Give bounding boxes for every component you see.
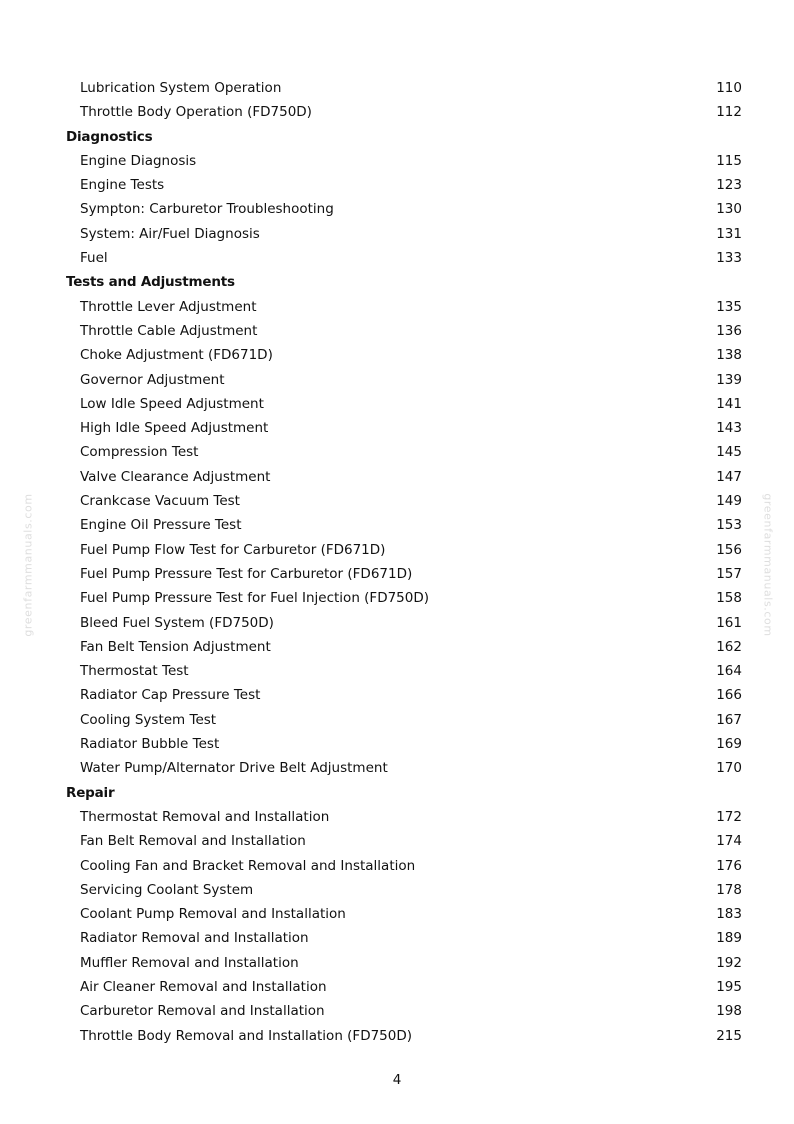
toc-entry-title: Fan Belt Tension Adjustment [80,638,271,655]
toc-page-number: 141 [716,395,742,412]
toc-entry-title: Fuel Pump Pressure Test for Fuel Injection (FD750D) [80,590,430,607]
toc-entry[interactable] [0,999,794,1023]
toc-page-number: 176 [716,857,742,874]
toc-page-number: 135 [716,298,742,315]
toc-page-number: 136 [716,322,742,339]
toc-section-heading [0,781,794,805]
toc-entry[interactable] [0,635,794,659]
toc-page-number: 130 [716,201,742,218]
toc-page-number: 112 [716,104,742,121]
toc-entry-title: Governor Adjustment [80,371,225,388]
toc-entry[interactable] [0,100,794,124]
toc-page-number: 215 [716,1027,742,1044]
toc-page-number: 161 [716,614,742,631]
toc-page-number: 174 [716,833,742,850]
toc-page-number: 133 [716,250,742,267]
toc-page-number: 170 [716,760,742,777]
toc-page-number: 143 [716,420,742,437]
toc-page-number: 158 [716,590,742,607]
toc-page-number: 164 [716,663,742,680]
toc-entry-title: Radiator Bubble Test [80,736,220,753]
toc-entry-title: Thermostat Removal and Installation [80,808,330,825]
toc-entry[interactable] [0,392,794,416]
toc-entry-title: Sympton: Carburetor Troubleshooting [80,201,334,218]
watermark-right-text: greenfarmmanuals.com [761,493,775,637]
toc-entry-title: Throttle Body Removal and Installation (FD750D) [80,1027,413,1044]
toc-page-number: 139 [716,371,742,388]
toc-section-title: Tests and Adjustments [66,274,235,291]
toc-entry[interactable] [0,489,794,513]
toc-entry[interactable] [0,732,794,756]
toc-page-number: 167 [716,711,742,728]
toc-page-number: 147 [716,468,742,485]
toc-entry[interactable] [0,756,794,780]
toc-section-heading [0,125,794,149]
toc-entry[interactable] [0,926,794,950]
toc-page-number: 131 [716,225,742,242]
toc-page-number: 149 [716,493,742,510]
toc-page-number: 145 [716,444,742,461]
table-of-contents [0,76,794,1048]
toc-page-number: 192 [716,954,742,971]
toc-section-heading [0,270,794,294]
toc-entry[interactable] [0,611,794,635]
toc-entry-title: Throttle Lever Adjustment [80,298,257,315]
toc-entry[interactable] [0,76,794,100]
toc-entry[interactable] [0,829,794,853]
toc-page-number: 166 [716,687,742,704]
toc-entry[interactable] [0,368,794,392]
toc-entry[interactable] [0,416,794,440]
toc-entry-title: Thermostat Test [80,663,189,680]
toc-entry-title: Bleed Fuel System (FD750D) [80,614,274,631]
page-number: 4 [392,1072,402,1088]
toc-entry-title: Crankcase Vacuum Test [80,493,240,510]
toc-page-number: 172 [716,808,742,825]
toc-entry[interactable] [0,538,794,562]
toc-entry[interactable] [0,149,794,173]
toc-entry[interactable] [0,659,794,683]
toc-entry-title: Radiator Removal and Installation [80,930,309,947]
toc-entry[interactable] [0,586,794,610]
toc-page-number: 195 [716,978,742,995]
watermark-left-text: greenfarmmanuals.com [21,493,35,637]
toc-entry-title: Coolant Pump Removal and Installation [80,906,346,923]
toc-entry[interactable] [0,246,794,270]
toc-entry-title: Fuel Pump Pressure Test for Carburetor (FD671D) [80,565,413,582]
toc-entry-title: Cooling System Test [80,711,217,728]
toc-entry-title: Low Idle Speed Adjustment [80,395,264,412]
toc-page-number: 183 [716,906,742,923]
toc-entry[interactable] [0,805,794,829]
toc-page-number: 123 [716,177,742,194]
toc-entry-title: Radiator Cap Pressure Test [80,687,261,704]
toc-entry[interactable] [0,975,794,999]
toc-entry-title: High Idle Speed Adjustment [80,420,269,437]
toc-entry-title: Choke Adjustment (FD671D) [80,347,273,364]
toc-entry-title: Compression Test [80,444,199,461]
toc-entry[interactable] [0,465,794,489]
toc-entry[interactable] [0,513,794,537]
toc-entry[interactable] [0,440,794,464]
toc-entry[interactable] [0,562,794,586]
toc-section-title: Repair [66,784,115,801]
toc-entry-title: Throttle Body Operation (FD750D) [80,104,312,121]
toc-entry-title: Muffler Removal and Installation [80,954,299,971]
toc-entry-title: Cooling Fan and Bracket Removal and Installation [80,857,416,874]
toc-page-number: 178 [716,881,742,898]
toc-entry[interactable] [0,878,794,902]
toc-entry-title: Air Cleaner Removal and Installation [80,978,327,995]
toc-entry-title: Engine Diagnosis [80,152,197,169]
toc-entry[interactable] [0,197,794,221]
toc-entry[interactable] [0,319,794,343]
toc-entry-title: Fuel Pump Flow Test for Carburetor (FD671D) [80,541,386,558]
toc-entry[interactable] [0,222,794,246]
toc-page-number: 110 [716,80,742,96]
toc-entry-title: Water Pump/Alternator Drive Belt Adjustment [80,760,388,777]
toc-entry[interactable] [0,173,794,197]
toc-page-number: 115 [716,152,742,169]
toc-page-number: 198 [716,1003,742,1020]
toc-page-number: 156 [716,541,742,558]
toc-entry[interactable] [0,854,794,878]
toc-section-title: Diagnostics [66,128,153,145]
toc-entry[interactable] [0,708,794,732]
toc-page-number: 162 [716,638,742,655]
toc-entry[interactable] [0,951,794,975]
toc-entry-title: Engine Oil Pressure Test [80,517,242,534]
toc-entry-title: Throttle Cable Adjustment [80,322,258,339]
toc-entry[interactable] [0,343,794,367]
toc-entry[interactable] [0,295,794,319]
toc-page-number: 157 [716,565,742,582]
toc-page-number: 153 [716,517,742,534]
toc-entry-title: Lubrication System Operation [80,80,282,96]
toc-entry[interactable] [0,683,794,707]
toc-entry-title: Servicing Coolant System [80,881,254,898]
toc-page-number: 189 [716,930,742,947]
toc-entry[interactable] [0,1024,794,1048]
toc-entry-title: Fan Belt Removal and Installation [80,833,306,850]
toc-entry-title: Engine Tests [80,177,165,194]
toc-page-number: 138 [716,347,742,364]
toc-entry-title: Valve Clearance Adjustment [80,468,271,485]
toc-entry-title: System: Air/Fuel Diagnosis [80,225,260,242]
toc-entry-title: Fuel [80,250,108,267]
toc-entry[interactable] [0,902,794,926]
toc-entry-title: Carburetor Removal and Installation [80,1003,325,1020]
toc-page-number: 169 [716,736,742,753]
